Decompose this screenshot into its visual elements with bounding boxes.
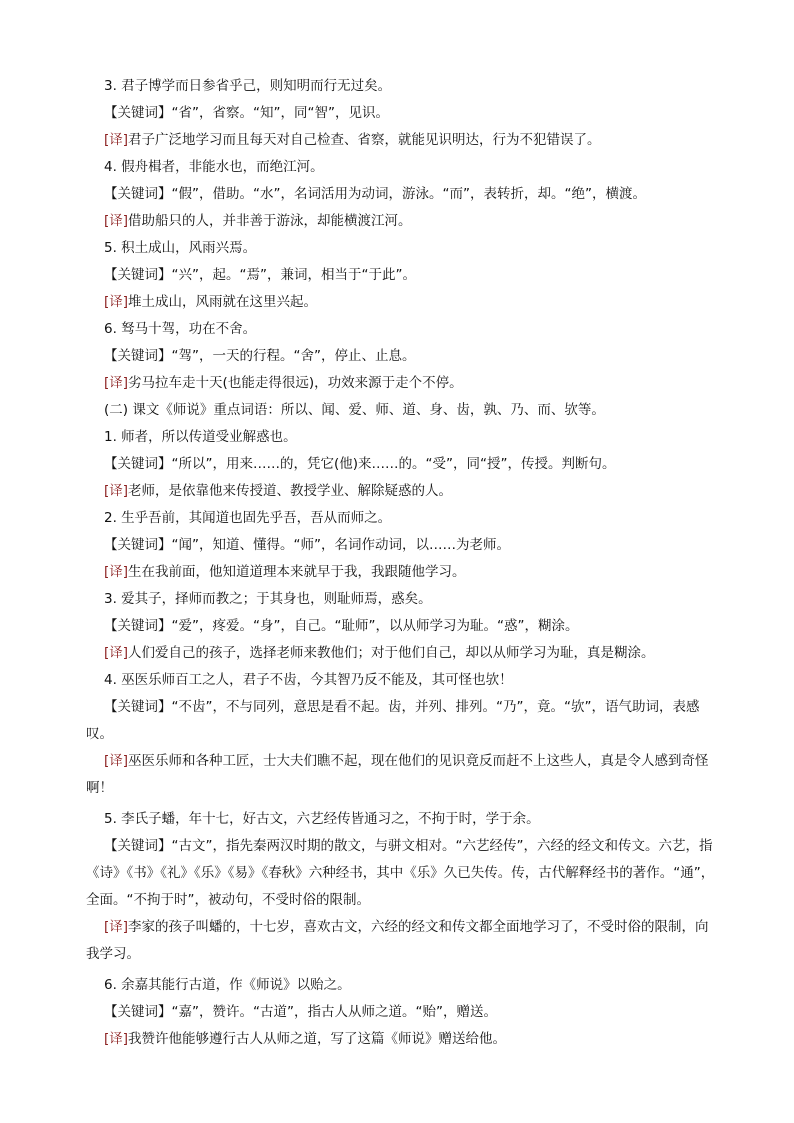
keyword-line: 【关键词】“所以”，用来……的，凭它(他)来……的。“受”，同“授”，传授。判断句。: [104, 456, 616, 472]
item-line: 5. 积土成山，风雨兴焉。: [104, 240, 257, 256]
translation-line: [译]堆土成山，风雨就在这里兴起。: [104, 294, 318, 310]
translation-line: [译]老师，是依靠他来传授道、教授学业、解除疑惑的人。: [104, 483, 453, 499]
item-line: 5. 李氏子蟠，年十七，好古文，六艺经传皆通习之，不拘于时，学于余。: [104, 811, 540, 827]
item-line: 6. 余嘉其能行古道，作《师说》以贻之。: [104, 977, 351, 993]
keyword-line: 【关键词】“兴”，起。“焉”，兼词，相当于“于此”。: [104, 267, 416, 283]
translation-line: [译]君子广泛地学习而且每天对自己检查、省察，就能见识明达，行为不犯错误了。: [104, 132, 601, 148]
keyword-line: 【关键词】“闻”，知道、懂得。“师”，名词作动词，以……为老师。: [104, 537, 510, 553]
item-line: 3. 爱其子，择师而教之；于其身也，则耻师焉，惑矣。: [104, 591, 432, 607]
translation-line: [译]生在我前面，他知道道理本来就早于我，我跟随他学习。: [104, 564, 466, 580]
translation-line: [译]劣马拉车走十天(也能走得很远)，功效来源于走个不停。: [104, 375, 463, 391]
translation-line: [译]我赞许他能够遵行古人从师之道，写了这篇《师说》赠送给他。: [104, 1031, 507, 1047]
keyword-line: 【关键词】“假”，借助。“水”，名词活用为动词，游泳。“而”，表转折，却。“绝”，横渡。: [104, 186, 646, 202]
keyword-line: 【关键词】“驾”，一天的行程。“舍”，停止、止息。: [104, 348, 416, 364]
keyword-line: 【关键词】“嘉”，赞许。“古道”，指古人从师之道。“贻”，赠送。: [104, 1004, 497, 1020]
keyword-paragraph: 【关键词】“不齿”，不与同列，意思是看不起。齿，并列、排列。“乃”，竟。“欤”，语气助词，表感叹。: [86, 699, 700, 742]
translation-line: [译]借助船只的人，并非善于游泳，却能横渡江河。: [104, 213, 412, 229]
keyword-line: 【关键词】“爱”，疼爱。“身”，自己。“耻师”，以从师学习为耻。“惑”，糊涂。: [104, 618, 579, 634]
translation-line: [译]人们爱自己的孩子，选择老师来教他们；对于他们自己，却以从师学习为耻，真是糊涂。: [104, 645, 655, 661]
translation-paragraph: [译]巫医乐师和各种工匠，士大夫们瞧不起，现在他们的见识竟反而赶不上这些人，真是令人感到奇怪啊！: [86, 753, 709, 796]
item-line: 3. 君子博学而日参省乎己，则知明而行无过矣。: [104, 78, 392, 94]
keyword-line: 【关键词】“省”，省察。“知”，同“智”，见识。: [104, 105, 389, 121]
item-line: 6. 驽马十驾，功在不舍。: [104, 321, 257, 337]
item-line: 2. 生乎吾前，其闻道也固先乎吾，吾从而师之。: [104, 510, 392, 526]
keyword-paragraph: 【关键词】“古文”，指先秦两汉时期的散文，与骈文相对。“六艺经传”，六经的经文和传文。六艺，指《诗》《书》《礼》《乐》《易》《春秋》六种经书，其中《乐》久已失传。传，古代解释经书的著作。“通”，全面。“不拘于时”，被动句，不受时俗的限制。: [86, 838, 715, 908]
translation-paragraph: [译]李家的孩子叫蟠的，十七岁，喜欢古文，六经的经文和传文都全面地学习了，不受时俗的限制，向我学习。: [86, 919, 709, 962]
item-line: 1. 师者，所以传道受业解惑也。: [104, 429, 297, 445]
item-line: 4. 巫医乐师百工之人，君子不齿，今其智乃反不能及，其可怪也欤！: [104, 672, 513, 688]
item-line: 4. 假舟楫者，非能水也，而绝江河。: [104, 159, 324, 175]
section-heading: (二) 课文《师说》重点词语：所以、闻、爱、师、道、身、齿，孰、乃、而、欤等。: [104, 402, 605, 418]
